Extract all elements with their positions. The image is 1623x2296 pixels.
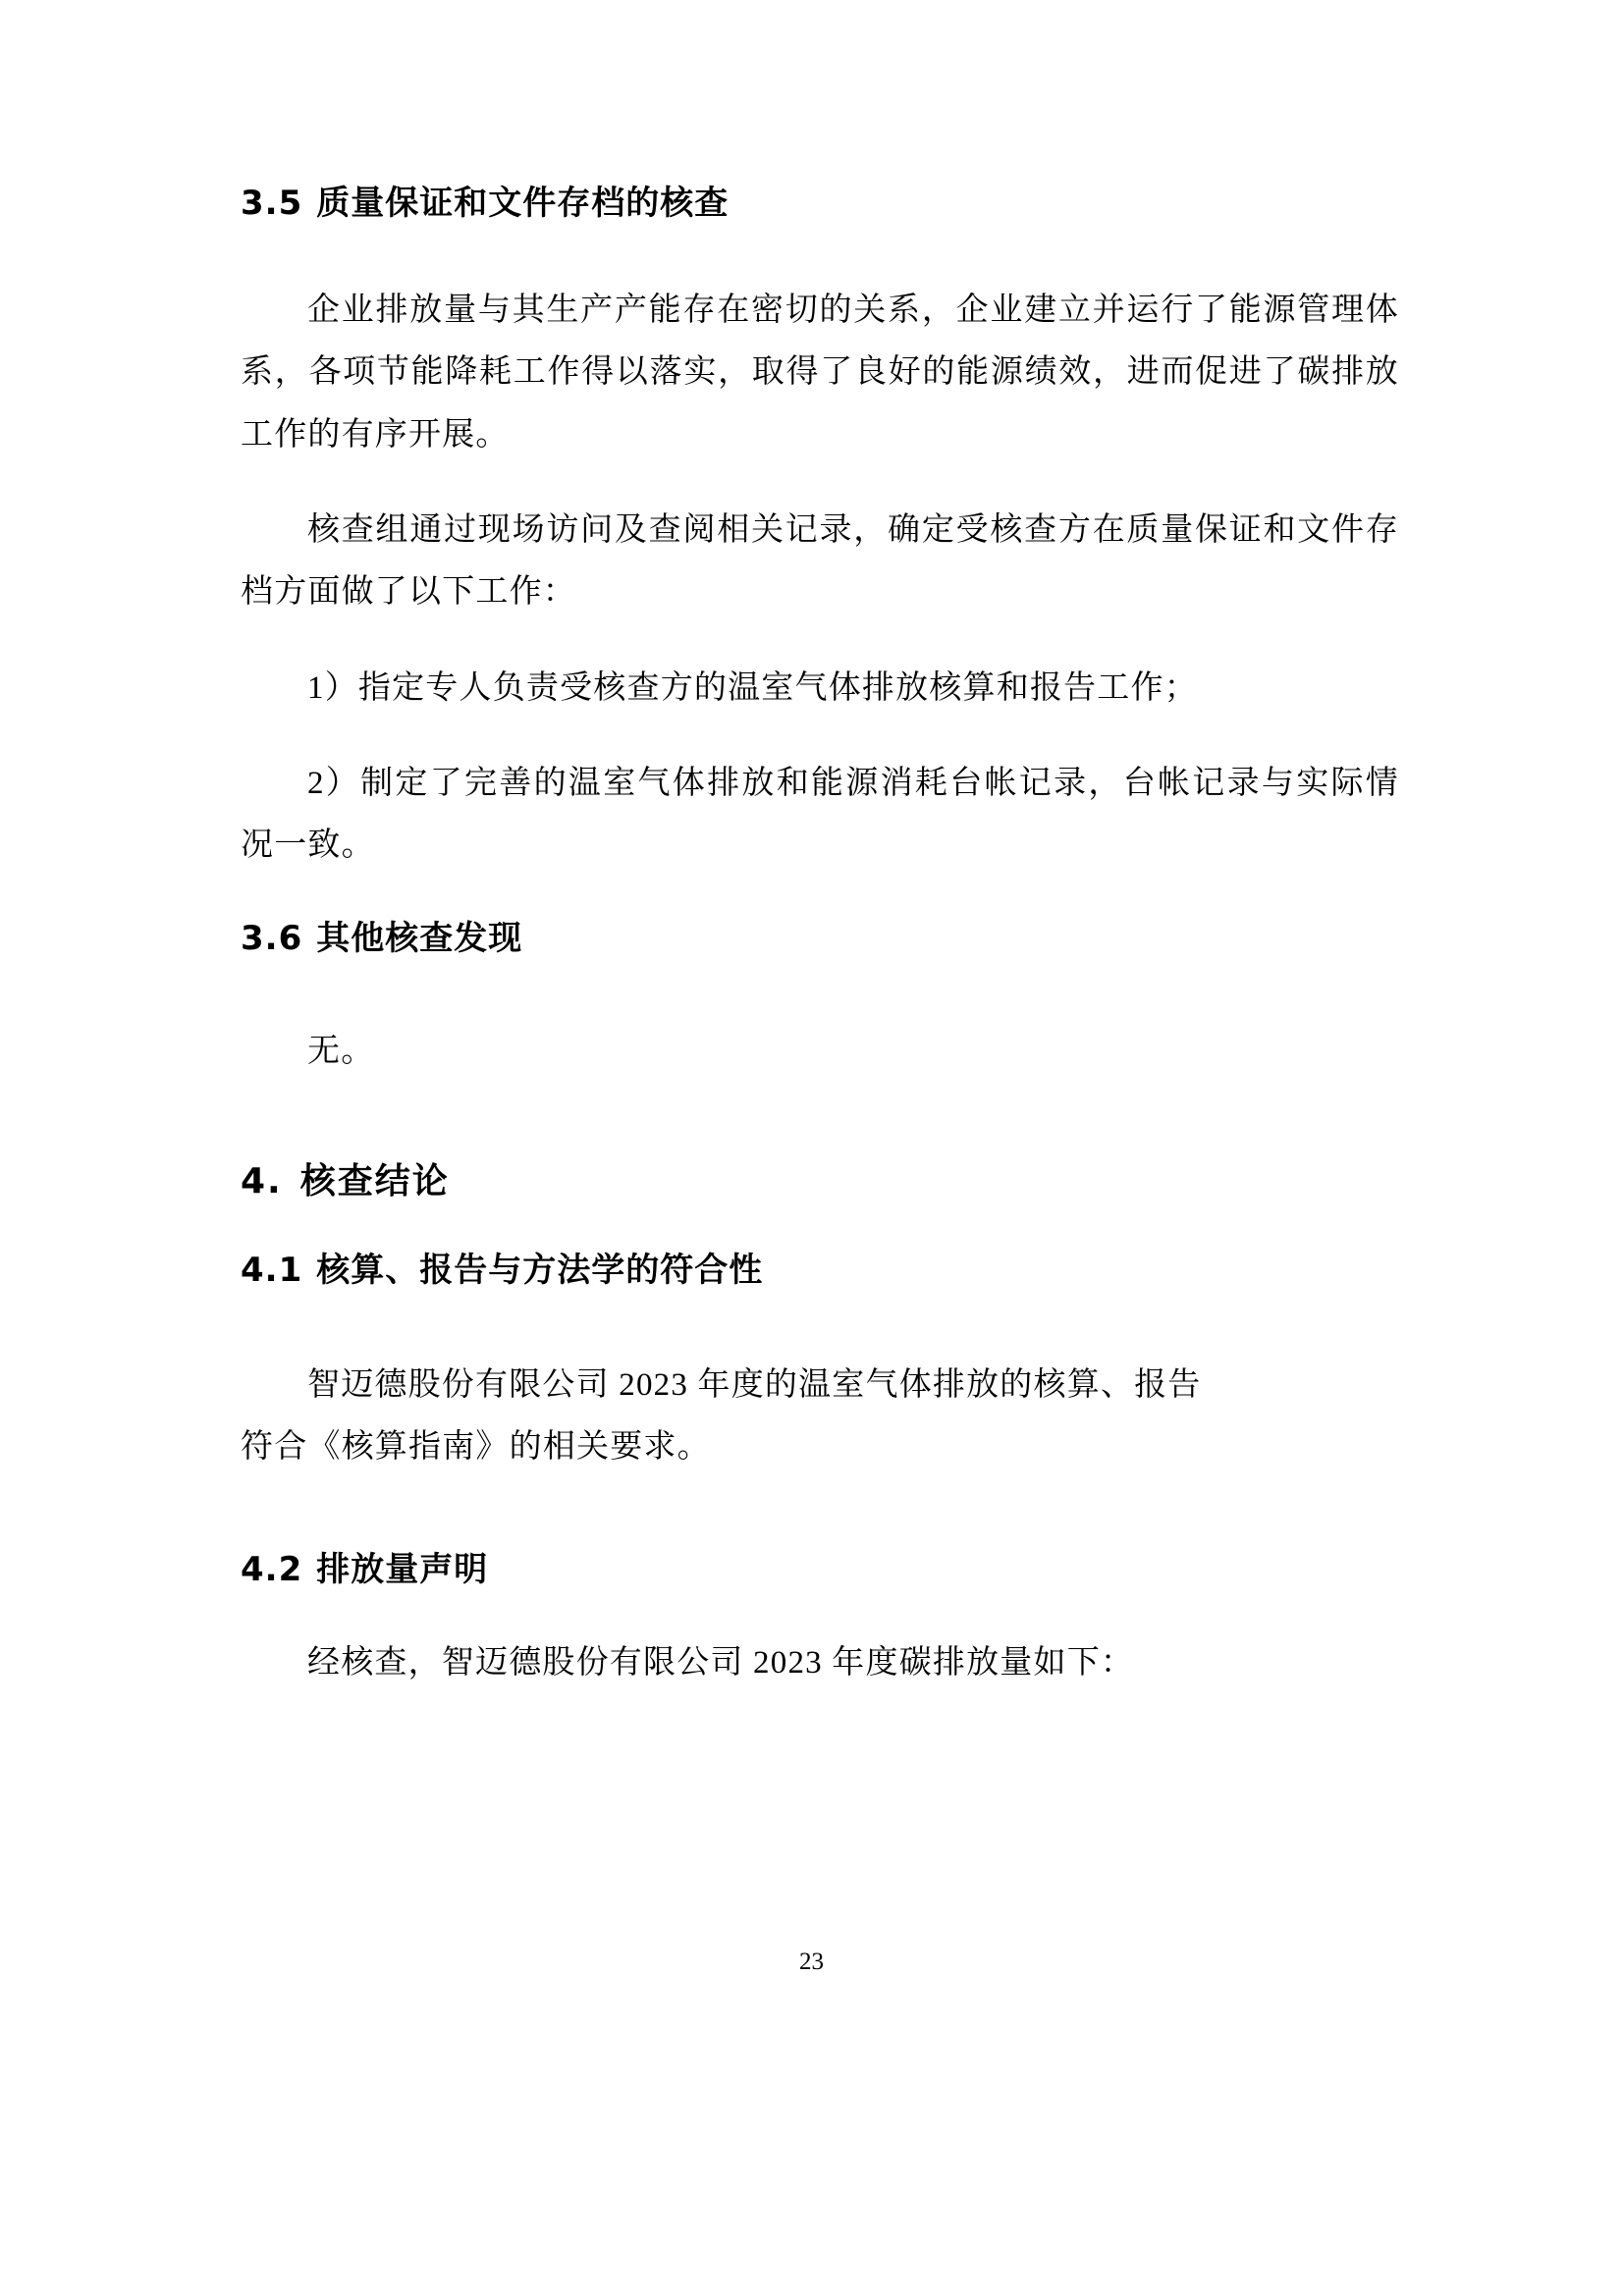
paragraph-4-1-1: 智迈德股份有限公司 2023 年度的温室气体排放的核算、报告 (307, 1366, 1202, 1403)
spacer (241, 1294, 1399, 1355)
spacer (241, 466, 1399, 500)
heading-4-1-number: 4.1 (241, 1251, 303, 1291)
spacer (241, 962, 1399, 1021)
paragraph-3-5-4: 2）制定了完善的温室气体排放和能源消耗台帐记录，台帐记录与实际情况一致。 (241, 766, 1399, 864)
heading-3-6-number: 3.6 (241, 918, 303, 958)
paragraph-4-2-1: 经核查，智迈德股份有限公司 2023 年度碳排放量如下： (307, 1644, 1135, 1681)
heading-4-2-number: 4.2 (241, 1549, 303, 1589)
spacer (241, 720, 1399, 753)
page-content (241, 182, 1399, 1694)
heading-3-5-number: 3.5 (241, 184, 303, 223)
heading-4-1 (241, 1249, 1399, 1294)
heading-4-2-title: 排放量声明 (316, 1549, 489, 1589)
spacer (241, 1083, 1399, 1153)
paragraph-3-6-1: 无。 (307, 1033, 375, 1069)
heading-4-1-title: 核算、报告与方法学的符合性 (316, 1251, 764, 1291)
paragraph-3-5-2: 核查组通过现场访问及查阅相关记录，确定受核查方在质量保证和文件存档方面做了以下工作： (241, 511, 1399, 611)
spacer (241, 1479, 1399, 1548)
paragraph-3-5-3: 1）指定专人负责受核查方的温室气体排放核算和报告工作； (307, 669, 1198, 706)
paragraph-3-5-1: 企业排放量与其生产产能存在密切的关系，企业建立并运行了能源管理体系，各项节能降耗工作得以落实，取得了良好的能源绩效，进而促进了碳排放工作的有序开展。 (241, 292, 1399, 453)
spacer (241, 1203, 1399, 1249)
spacer (241, 1593, 1399, 1632)
heading-4-2 (241, 1548, 1399, 1593)
heading-3-5-title: 质量保证和文件存档的核查 (316, 184, 730, 223)
heading-3-5 (241, 182, 1399, 227)
heading-4-title: 核查结论 (299, 1161, 450, 1202)
spacer (241, 227, 1399, 280)
heading-3-6-title: 其他核查发现 (316, 918, 523, 958)
heading-4 (241, 1153, 1399, 1203)
page-number: 23 (799, 1949, 824, 1975)
heading-3-6 (241, 917, 1399, 962)
heading-4-number: 4. (241, 1161, 283, 1202)
paragraph-4-1-2: 符合《核算指南》的相关要求。 (241, 1429, 711, 1466)
spacer (241, 624, 1399, 658)
spacer (241, 878, 1399, 917)
